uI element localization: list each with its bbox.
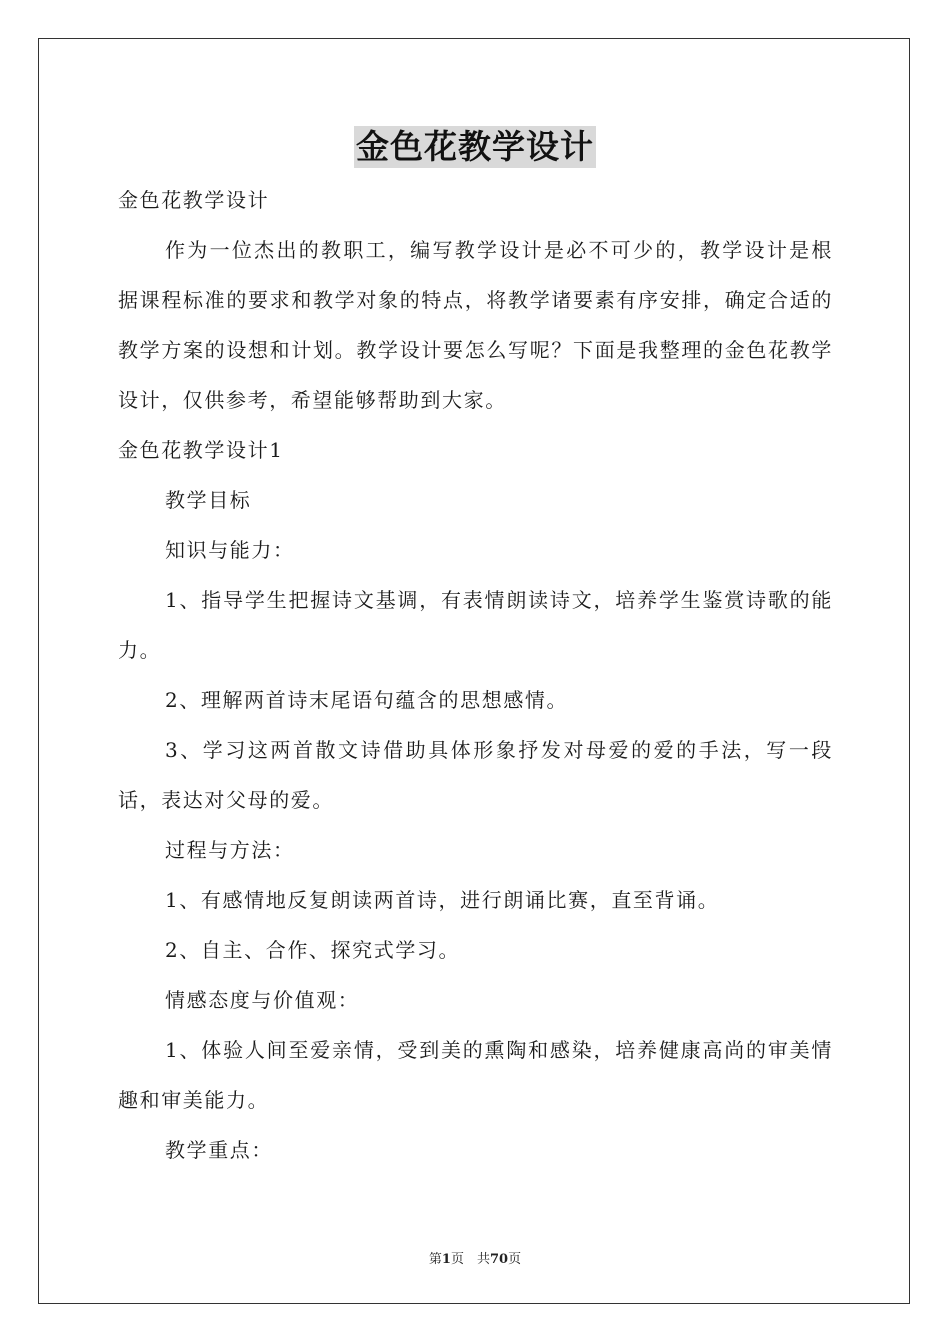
knowledge-item: 1、指导学生把握诗文基调，有表情朗读诗文，培养学生鉴赏诗歌的能力。 <box>118 588 833 662</box>
page-footer <box>0 1248 950 1267</box>
process-item: 1、有感情地反复朗读两首诗，进行朗诵比赛，直至背诵。 <box>165 888 720 912</box>
footer-page-current: 1 <box>441 1252 451 1267</box>
key-points-heading: 教学重点： <box>165 1138 273 1162</box>
knowledge-item: 3、学习这两首散文诗借助具体形象抒发对母爱的爱的手法，写一段话，表达对父母的爱。 <box>118 738 833 812</box>
footer-prefix: 第 <box>428 1252 442 1267</box>
title-container <box>0 126 950 168</box>
goals-heading: 教学目标 <box>165 488 252 512</box>
footer-page-total: 70 <box>489 1252 509 1267</box>
emotion-heading: 情感态度与价值观： <box>165 988 360 1012</box>
document-title: 金色花教学设计 <box>356 127 594 166</box>
section-title: 金色花教学设计1 <box>118 438 284 462</box>
footer-suffix: 页 <box>508 1252 522 1267</box>
subtitle-line: 金色花教学设计 <box>118 188 270 212</box>
process-item: 2、自主、合作、探究式学习。 <box>165 938 461 962</box>
document-body <box>118 175 833 1175</box>
footer-mid: 页 共 <box>450 1252 490 1267</box>
emotion-item: 1、体验人间至爱亲情，受到美的熏陶和感染，培养健康高尚的审美情趣和审美能力。 <box>118 1038 833 1112</box>
process-heading: 过程与方法： <box>165 838 295 862</box>
intro-paragraph: 作为一位杰出的教职工，编写教学设计是必不可少的，教学设计是根据课程标准的要求和教学对象的特点，将教学诸要素有序安排，确定合适的教学方案的设想和计划。教学设计要怎么写呢？下面是我整理的金色花教学设计，仅供参考，希望能够帮助到大家。 <box>118 238 833 412</box>
knowledge-heading: 知识与能力： <box>165 538 295 562</box>
knowledge-item: 2、理解两首诗末尾语句蕴含的思想感情。 <box>165 688 569 712</box>
